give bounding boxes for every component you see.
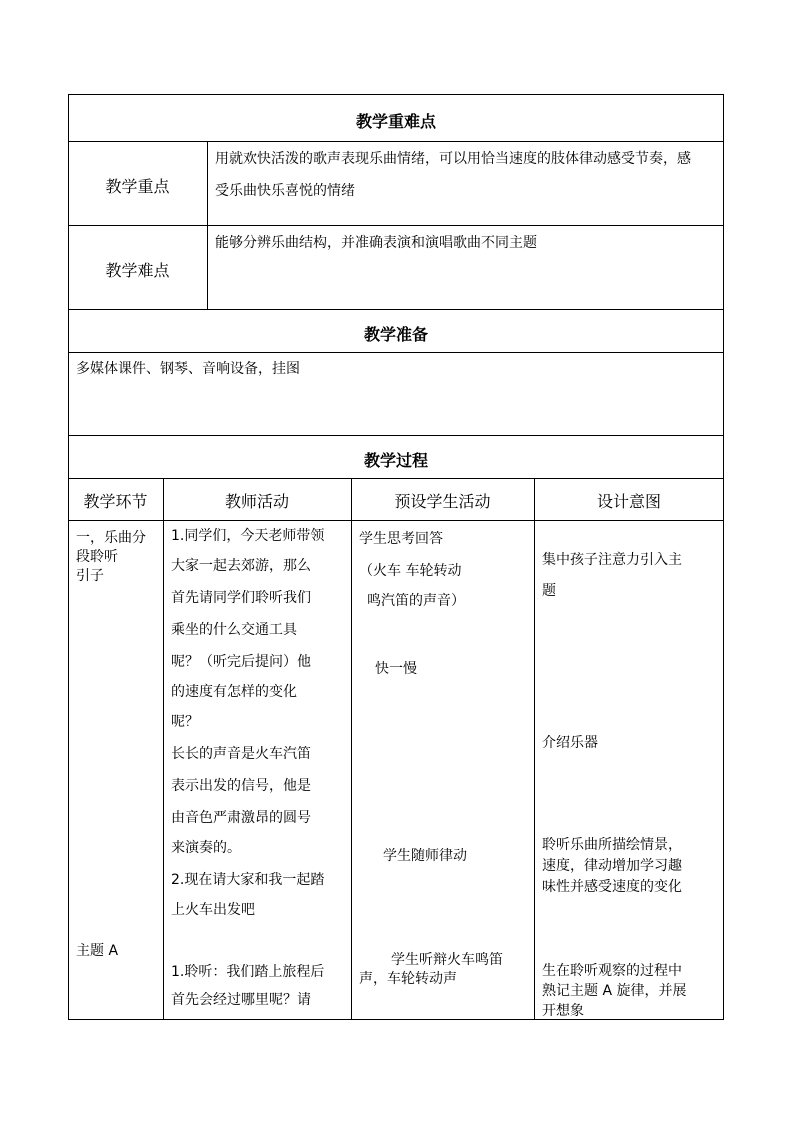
intent-line: 开想象 <box>542 1003 584 1019</box>
teacher-activity-line: 来演奏的。 <box>171 840 241 856</box>
preparation-text: 多媒体课件、钢琴、音响设备，挂图 <box>76 361 300 377</box>
intent-line: 题 <box>542 583 556 599</box>
column-header-stage: 教学环节 <box>83 492 148 511</box>
column-header-student: 预设学生活动 <box>394 492 491 511</box>
row-divider <box>68 309 724 310</box>
teacher-activity-line: 上火车出发吧 <box>171 902 255 918</box>
student-activity-line: 学生听辩火车鸣笛 <box>391 952 503 968</box>
col-divider <box>351 478 352 1020</box>
teacher-activity-line: 1.聆听：我们踏上旅程后 <box>171 964 325 980</box>
intent-line: 味性并感受速度的变化 <box>542 879 682 895</box>
teacher-activity-line: 首先会经过哪里呢？请 <box>171 992 311 1008</box>
teacher-activity-line: 大家一起去郊游，那么 <box>171 558 311 574</box>
emphasis-label: 教学重点 <box>105 177 170 196</box>
student-activity-line: 鸣汽笛的声音） <box>367 593 465 609</box>
student-activity-line: 声，车轮转动声 <box>359 971 457 987</box>
col-divider <box>534 478 535 1020</box>
teacher-activity-line: 2.现在请大家和我一起踏 <box>171 872 325 888</box>
column-header-teacher: 教师活动 <box>224 492 289 511</box>
stage-theme-label: 主题 A <box>76 943 119 959</box>
student-activity-line: 快一慢 <box>375 661 417 677</box>
student-activity-line: 学生随师律动 <box>383 848 467 864</box>
emphasis-text-line: 用就欢快活泼的歌声表现乐曲情绪，可以用恰当速度的肢体律动感受节奏，感 <box>215 151 691 167</box>
intent-line: 速度，律动增加学习趣 <box>542 858 682 874</box>
teacher-activity-line: 表示出发的信号，他是 <box>171 778 311 794</box>
student-activity-line: 学生思考回答 <box>359 531 443 547</box>
teacher-activity-line: 长长的声音是火车汽笛 <box>171 746 311 762</box>
difficulty-text: 能够分辨乐曲结构，并准确表演和演唱歌曲不同主题 <box>215 235 537 251</box>
section-title-preparation: 教学准备 <box>363 325 428 344</box>
col-divider <box>207 141 208 309</box>
row-divider <box>68 520 724 521</box>
row-divider <box>68 141 724 142</box>
intent-line: 聆听乐曲所描绘情景， <box>542 837 682 853</box>
teacher-activity-line: 呢？ <box>171 714 199 730</box>
section-title-process: 教学过程 <box>363 451 428 470</box>
row-divider <box>68 435 724 436</box>
row-divider <box>68 478 724 479</box>
row-divider <box>68 352 724 353</box>
row-divider <box>68 225 724 226</box>
difficulty-label: 教学难点 <box>105 261 170 280</box>
teacher-activity-line: 1.同学们，今天老师带领 <box>171 528 325 544</box>
column-header-intent: 设计意图 <box>596 492 661 511</box>
teacher-activity-line: 的速度有怎样的变化 <box>171 684 297 700</box>
intent-line: 介绍乐器 <box>542 735 598 751</box>
stage-text: 一，乐曲分 <box>76 530 146 546</box>
teacher-activity-line: 由音色严肃激昂的圆号 <box>171 810 311 826</box>
teacher-activity-line: 呢？（听完后提问）他 <box>171 654 311 670</box>
student-activity-line: （火车 车轮转动 <box>359 563 462 579</box>
intent-line: 生在聆听观察的过程中 <box>542 963 682 979</box>
teacher-activity-line: 首先请同学们聆听我们 <box>171 590 311 606</box>
stage-text: 段聆听 <box>76 549 118 565</box>
teacher-activity-line: 乘坐的什么交通工具 <box>171 622 297 638</box>
emphasis-text-line: 受乐曲快乐喜悦的情绪 <box>215 183 355 199</box>
stage-text: 引子 <box>76 568 104 584</box>
intent-line: 集中孩子注意力引入主 <box>542 552 682 568</box>
section-title-key-points: 教学重难点 <box>355 112 436 131</box>
col-divider <box>163 478 164 1020</box>
intent-line: 熟记主题 A 旋律，并展 <box>542 983 687 999</box>
